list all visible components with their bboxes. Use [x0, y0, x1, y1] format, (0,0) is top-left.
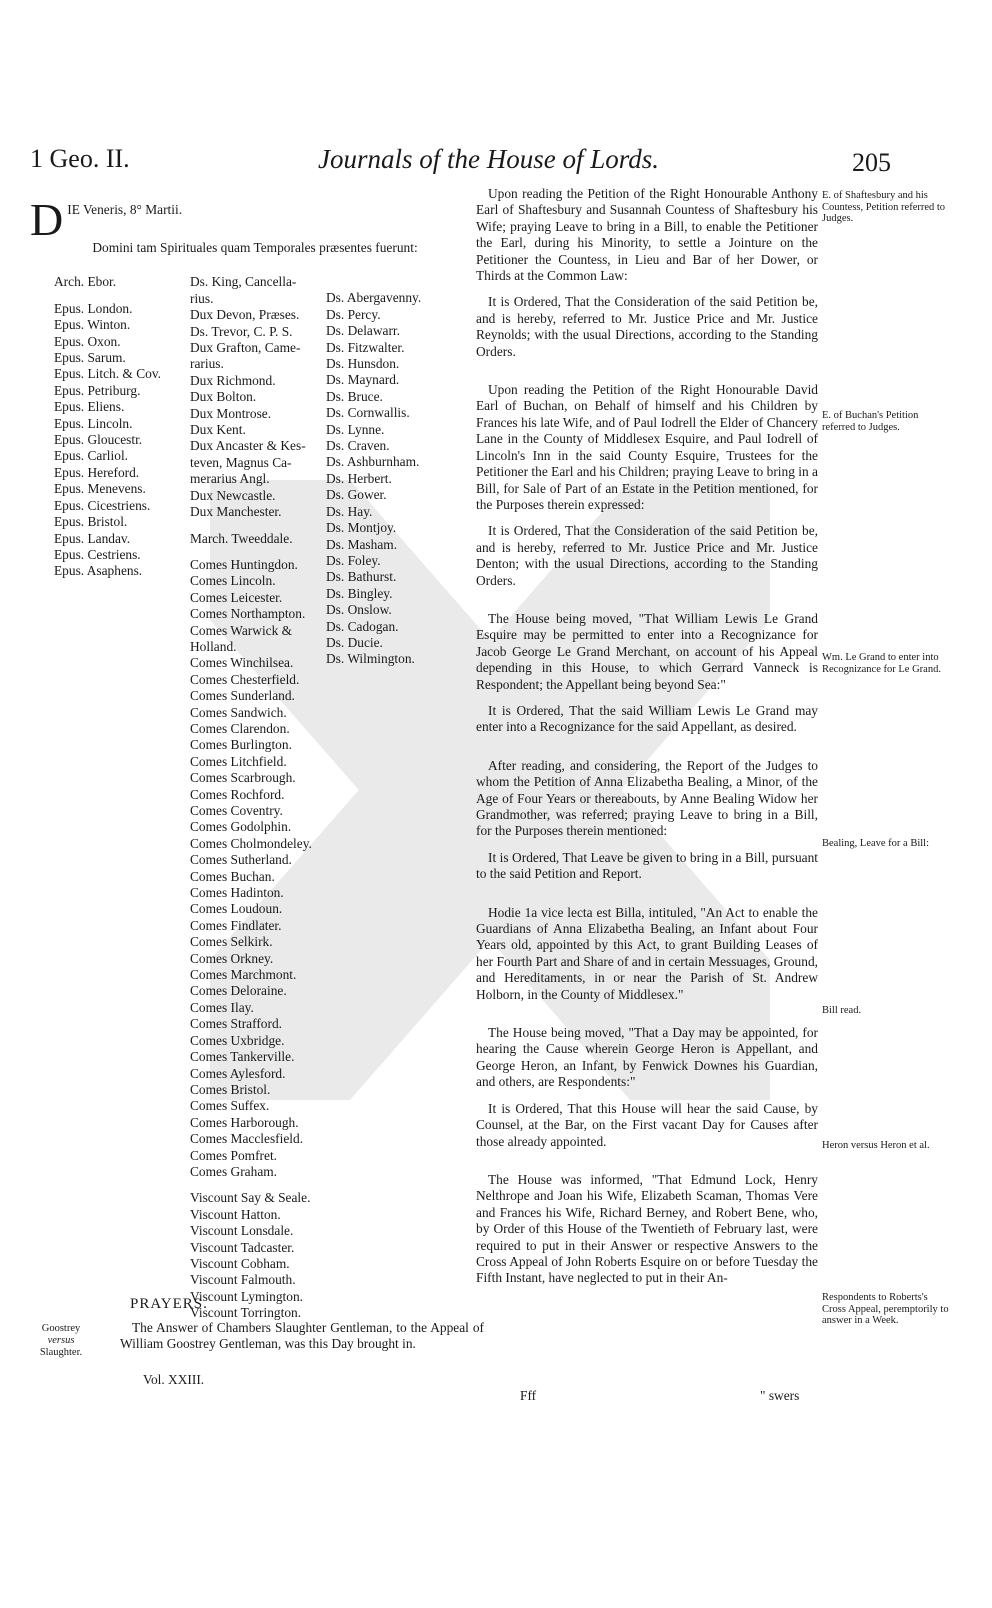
margin-note: Respondents to Roberts's Cross Appeal, peremptorily to answer in a Week.: [822, 1292, 949, 1327]
margin-note: Heron versus Heron et al.: [822, 1140, 930, 1151]
list-item: Comes Sutherland.: [190, 852, 292, 868]
list-item: Epus. Hereford.: [54, 464, 140, 480]
list-item: rius.: [190, 290, 214, 306]
list-item: Viscount Hatton.: [190, 1206, 281, 1222]
paragraph: After reading, and considering, the Report of the Judges to whom the Petition of Anna Elizabetha Bealing, a Minor, of the Age of Four Years or thereabouts, by Anne Bealing Widow her Grandmother, was referred; praying Leave to bring in a Bill, for the Purposes therein mentioned:: [476, 757, 818, 839]
list-item: Epus. Sarum.: [54, 350, 126, 366]
paragraph: The House being moved, "That a Day may be appointed, for hearing the Cause wherein George Heron is Appellant, and George Heron, an Infant, by Fenwick Downes his Guardian, and others, are Respondents:": [476, 1025, 818, 1090]
list-item: Epus. Carliol.: [54, 448, 129, 464]
list-item: Comes Tankerville.: [190, 1049, 295, 1065]
prayers-heading: PRAYERS.: [130, 1296, 208, 1312]
list-item: Comes Lincoln.: [190, 573, 276, 589]
paragraph: It is Ordered, That the Consideration of the said Petition be, and is hereby, referred to Mr. Justice Price and Mr. Justice Reynolds; with the usual Directions, according to the Standing Orders.: [476, 294, 818, 359]
list-item: Ds. King, Cancella-: [190, 274, 297, 290]
list-item: Comes Ilay.: [190, 999, 254, 1015]
list-item: Comes Pomfret.: [190, 1147, 278, 1163]
list-item: Epus. Landav.: [54, 530, 131, 546]
list-item: Ds. Herbert.: [326, 470, 392, 486]
list-item: Ds. Bathurst.: [326, 569, 397, 585]
list-item: Epus. Cicestriens.: [54, 497, 151, 513]
paragraph: It is Ordered, That Leave be given to bring in a Bill, pursuant to the said Petition and Report.: [476, 849, 818, 882]
list-item: Ds. Fitzwalter.: [326, 339, 405, 355]
list-spacer: [190, 521, 340, 531]
list-item: Viscount Cobham.: [190, 1255, 290, 1271]
list-item: Comes Findlater.: [190, 917, 282, 933]
signature-mark: Fff: [520, 1388, 537, 1403]
list-item: Comes Bristol.: [190, 1081, 271, 1097]
list-item: Comes Uxbridge.: [190, 1032, 285, 1048]
list-item: teven, Magnus Ca-: [190, 454, 292, 470]
paragraph: The House being moved, "That William Lewis Le Grand Esquire may be permitted to enter into a Recognizance for Jacob George Le Grand Merchant, on account of his Appeal depending in this House, to which Gerrard Vanneck is Respondent; the Appellant being beyond Sea:": [476, 610, 818, 692]
list-item: Holland.: [190, 638, 237, 654]
list-item: Comes Scarbrough.: [190, 770, 296, 786]
list-item: Comes Burlington.: [190, 737, 292, 753]
list-item: Viscount Falmouth.: [190, 1272, 296, 1288]
list-item: Dux Devon, Præses.: [190, 307, 300, 323]
volume-label: Vol. XXIII.: [143, 1372, 205, 1387]
list-item: Dux Manchester.: [190, 504, 282, 520]
margin-note-line: versus: [47, 1335, 75, 1346]
list-item: Comes Orkney.: [190, 950, 274, 966]
margin-note-goostrey: [26, 1323, 96, 1359]
list-item: rarius.: [190, 356, 224, 372]
margin-note-line: Slaughter.: [39, 1347, 83, 1358]
list-item: Epus. Asaphens.: [54, 563, 143, 579]
paragraph: It is Ordered, That this House will hear the said Cause, by Counsel, at the Bar, on the First vacant Day for Causes after those already appointed.: [476, 1100, 818, 1149]
paragraph: Upon reading the Petition of the Right Honourable David Earl of Buchan, on Behalf of himself and his Children by Frances his late Wife, and of Paul Iodrell the Elder of Chancery Lane in the County of Middlesex Esquire, and Paul Iodrell of Lincoln's Inn in the said County Esquire, Trustees for the Petitioner the Earl and his Children; praying Leave to bring in a Bill, for Sale of Part of an Estate in the Petition mentioned, for the Purposes therein expressed:: [476, 382, 818, 512]
margin-note: E. of Buchan's Petition referred to Judges.: [822, 410, 919, 433]
list-item: Dux Newcastle.: [190, 487, 276, 503]
margin-note-line: Goostrey: [41, 1323, 81, 1334]
answer-paragraph: The Answer of Chambers Slaughter Gentleman, to the Appeal of William Goostrey Gentleman, was this Day brought in.: [120, 1320, 484, 1352]
list-item: Viscount Lymington.: [190, 1288, 304, 1304]
list-item: Epus. Litch. & Cov.: [54, 366, 161, 382]
paragraph: Hodie 1a vice lecta est Billa, intituled, "An Act to enable the Guardians of Anna Elizabetha Bealing, an Infant about Four Years old, appointed by this Act, to grant Building Leases of her Fourth Part and Share of and in certain Messuages, Ground, and Hereditaments, in or near the Parish of St. Andrew Holborn, in the County of Middlesex.": [476, 904, 818, 1002]
journal-title: Journals of the House of Lords.: [318, 144, 660, 174]
margin-note: E. of Shaftesbury and his Countess, Petition referred to Judges.: [822, 190, 946, 225]
paragraph: The House was informed, "That Edmund Lock, Henry Nelthrope and Joan his Wife, Elizabeth Scaman, Thomas Vere and Frances his Wife, Richard Berney, and Robert Bene, who, by Order of this House of the Twentieth of February last, were required to put in their Answer or respective Answers to the Cross Appeal of John Roberts Esquire on or before Tuesday the Fifth Instant, have neglected to put in their An-: [476, 1171, 818, 1286]
list-item: Viscount Lonsdale.: [190, 1223, 294, 1239]
list-item: Dux Montrose.: [190, 405, 272, 421]
list-item: Comes Hadinton.: [190, 885, 284, 901]
paragraph: Upon reading the Petition of the Right Honourable Anthony Earl of Shaftesbury and Susannah Countess of Shaftesbury his Wife; praying Leave to bring in a Bill, to enable the Petitioner the Earl, during his Minority, to settle a Jointure on the Petitioner the Countess, in Lieu and Bar of her Dower, or Thirds at the Common Law:: [476, 186, 818, 284]
attendance-intro: Domini tam Spirituales quam Temporales præsentes fuerunt:: [92, 240, 418, 256]
list-item: Comes Warwick &: [190, 622, 293, 638]
list-item: Comes Strafford.: [190, 1016, 282, 1032]
paragraph: It is Ordered, That the said William Lewis Le Grand may enter into a Recognizance for the said Appellant, as desired.: [476, 702, 818, 735]
list-item: Ds. Onslow.: [326, 602, 392, 618]
list-item: March. Tweeddale.: [190, 530, 293, 546]
proceedings-column: [476, 186, 818, 1297]
list-item: Dux Richmond.: [190, 372, 276, 388]
margin-note: Bill read.: [822, 1005, 862, 1016]
list-item: Viscount Torrington.: [190, 1305, 302, 1321]
list-spacer: [54, 291, 184, 301]
list-item: Viscount Say & Seale.: [190, 1190, 311, 1206]
list-item: Arch. Ebor.: [54, 274, 117, 290]
list-spacer: [190, 1180, 340, 1190]
list-item: Ds. Foley.: [326, 552, 381, 568]
list-item: Comes Harborough.: [190, 1114, 299, 1130]
list-item: Ds. Lynne.: [326, 421, 385, 437]
page-number: 205: [852, 148, 891, 177]
list-item: Ds. Percy.: [326, 306, 381, 322]
list-item: Ds. Ducie.: [326, 634, 383, 650]
list-item: merarius Angl.: [190, 471, 270, 487]
list-item: Epus. Petriburg.: [54, 382, 141, 398]
list-item: Epus. Lincoln.: [54, 415, 133, 431]
margin-note: Bealing, Leave for a Bill:: [822, 838, 930, 849]
list-item: Epus. Gloucestr.: [54, 432, 143, 448]
list-item: Viscount Tadcaster.: [190, 1239, 295, 1255]
list-item: Comes Northampton.: [190, 606, 306, 622]
reign-label: 1 Geo. II.: [30, 144, 130, 173]
list-spacer: [190, 547, 340, 557]
list-item: Comes Sandwich.: [190, 704, 287, 720]
list-item: Epus. Eliens.: [54, 399, 125, 415]
list-item: Ds. Trevor, C. P. S.: [190, 323, 293, 339]
list-item: Ds. Craven.: [326, 438, 390, 454]
list-item: Epus. London.: [54, 300, 133, 316]
list-item: Comes Buchan.: [190, 868, 275, 884]
list-item: Comes Huntingdon.: [190, 556, 298, 572]
list-item: Comes Aylesford.: [190, 1065, 286, 1081]
list-item: Epus. Oxon.: [54, 333, 121, 349]
list-item: Comes Loudoun.: [190, 901, 283, 917]
list-item: Comes Godolphin.: [190, 819, 292, 835]
list-item: Comes Selkirk.: [190, 934, 273, 950]
list-item: Comes Chesterfield.: [190, 671, 300, 687]
list-item: Ds. Bingley.: [326, 585, 393, 601]
list-item: Ds. Wilmington.: [326, 651, 415, 667]
list-item: Ds. Maynard.: [326, 372, 400, 388]
list-item: Ds. Montjoy.: [326, 520, 397, 536]
list-item: Epus. Cestriens.: [54, 546, 141, 562]
list-item: Ds. Bruce.: [326, 388, 383, 404]
list-item: Comes Leicester.: [190, 589, 283, 605]
list-item: Comes Litchfield.: [190, 753, 287, 769]
list-item: Comes Macclesfield.: [190, 1131, 304, 1147]
list-item: Dux Bolton.: [190, 389, 257, 405]
list-item: Epus. Bristol.: [54, 514, 128, 530]
bishops-list: [54, 274, 184, 579]
list-item: Ds. Delawarr.: [326, 323, 400, 339]
list-item: Comes Suffex.: [190, 1098, 270, 1114]
peers-list: [190, 274, 340, 1321]
list-item: Comes Marchmont.: [190, 967, 297, 983]
paragraph: It is Ordered, That the Consideration of the said Petition be, and is hereby, referred to Mr. Justice Price and Mr. Justice Denton; with the usual Directions, according to the Standing Orders.: [476, 523, 818, 588]
list-item: Comes Rochford.: [190, 786, 285, 802]
list-item: Comes Clarendon.: [190, 720, 290, 736]
margin-note: Wm. Le Grand to enter into Recognizance for Le Grand.: [822, 652, 941, 675]
list-item: Epus. Menevens.: [54, 481, 146, 497]
list-item: Ds. Masham.: [326, 536, 398, 552]
list-item: Ds. Cornwallis.: [326, 405, 410, 421]
barons-list: [326, 290, 476, 667]
list-item: Comes Graham.: [190, 1163, 278, 1179]
list-item: Ds. Cadogan.: [326, 618, 399, 634]
running-header: [0, 140, 992, 190]
list-item: Comes Sunderland.: [190, 688, 295, 704]
list-item: Dux Kent.: [190, 422, 246, 438]
catchword: " swers: [760, 1388, 800, 1403]
list-item: Epus. Winton.: [54, 317, 131, 333]
list-item: Comes Deloraine.: [190, 983, 287, 999]
list-item: Comes Winchilsea.: [190, 655, 294, 671]
list-item: Ds. Hunsdon.: [326, 356, 400, 372]
list-item: Comes Cholmondeley.: [190, 835, 312, 851]
list-item: Comes Coventry.: [190, 803, 283, 818]
list-item: Ds. Gower.: [326, 487, 387, 503]
list-item: Ds. Ashburnham.: [326, 454, 420, 470]
list-item: Dux Grafton, Came-: [190, 340, 301, 356]
drop-cap: D: [30, 194, 64, 245]
list-item: Ds. Hay.: [326, 503, 373, 519]
list-item: Dux Ancaster & Kes-: [190, 438, 306, 454]
session-date: IE Veneris, 8° Martii.: [67, 202, 183, 217]
list-item: Ds. Abergavenny.: [326, 290, 422, 306]
